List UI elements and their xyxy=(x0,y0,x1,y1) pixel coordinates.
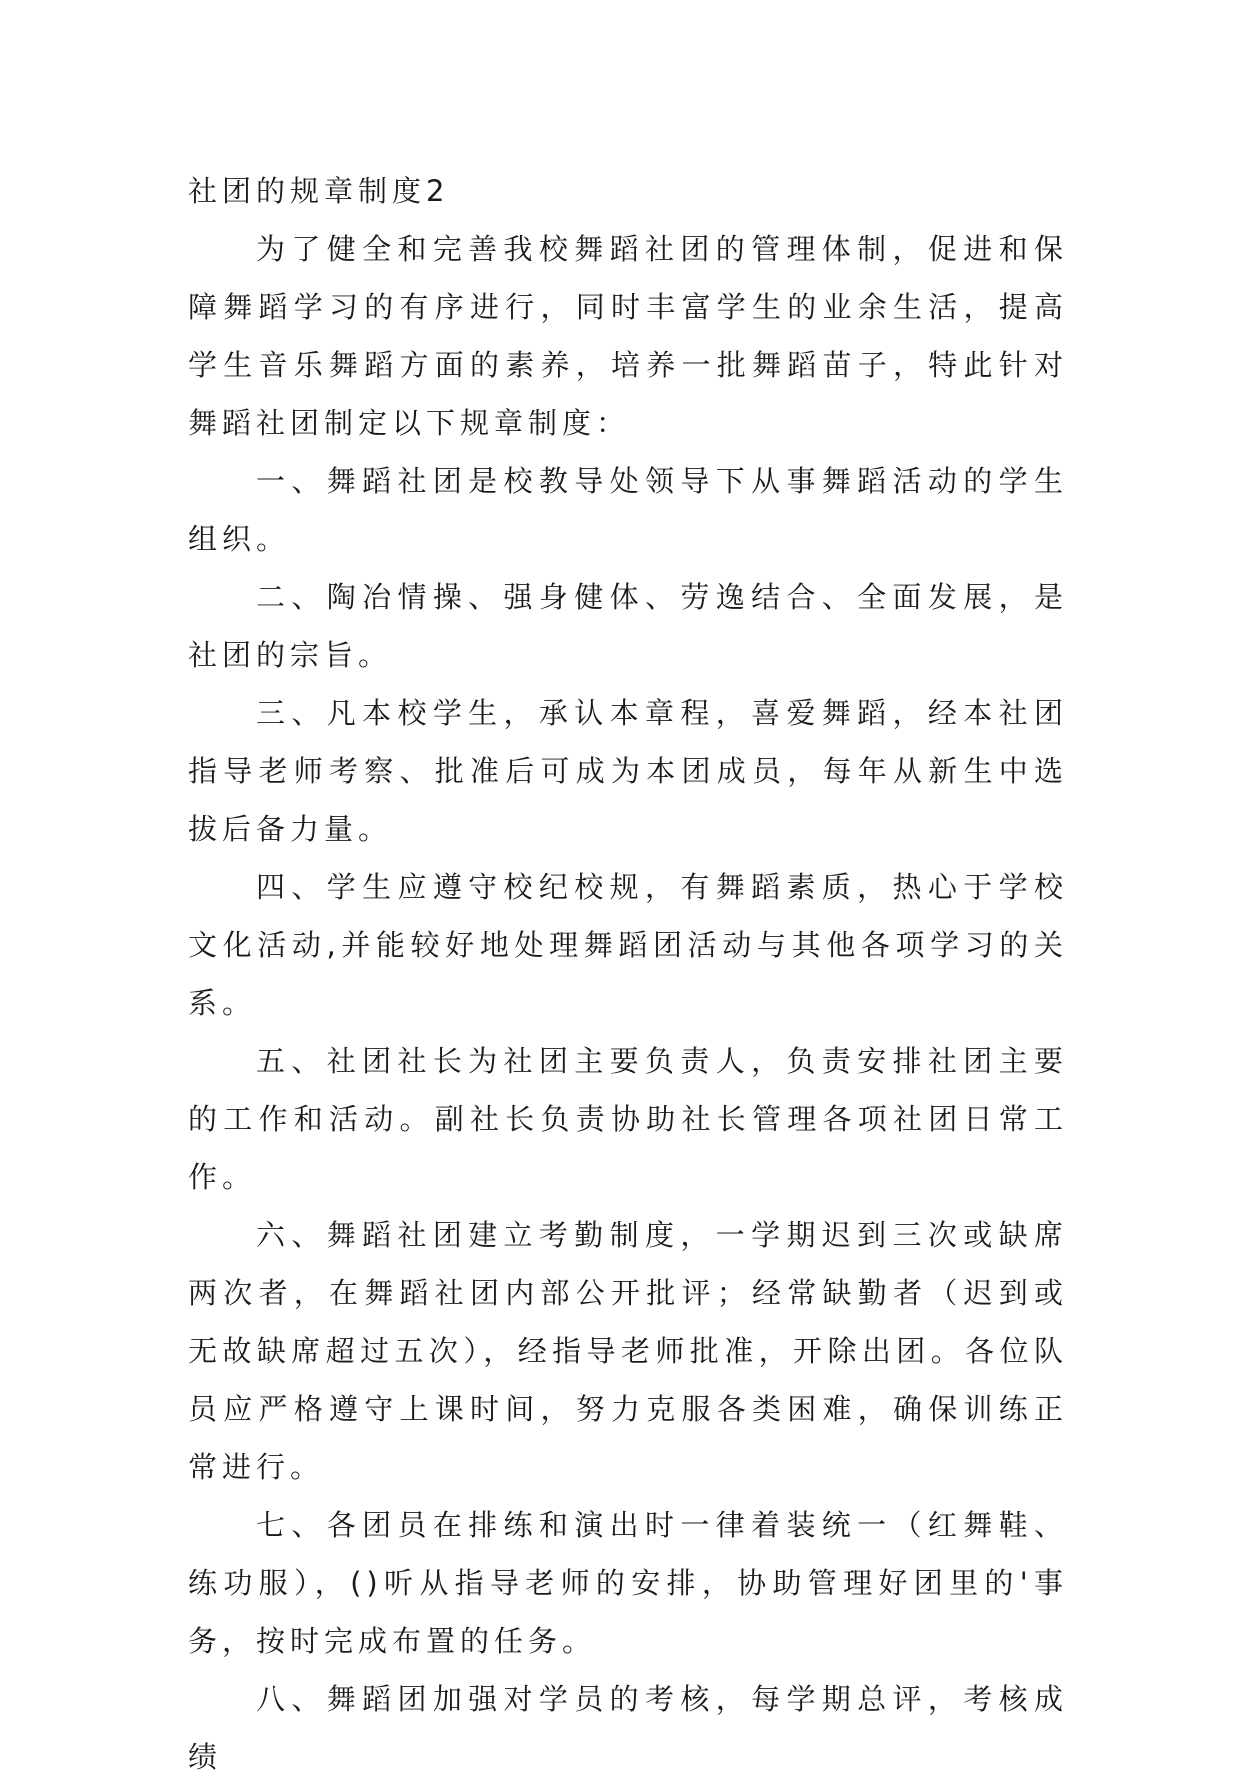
rule-paragraph-1: 一、舞蹈社团是校教导处领导下从事舞蹈活动的学生组织。 xyxy=(188,464,1068,556)
rule-paragraph-5: 五、社团社长为社团主要负责人，负责安排社团主要的工作和活动。副社长负责协助社长管理各项社团日常工作。 xyxy=(188,1044,1068,1194)
intro-paragraph: 为了健全和完善我校舞蹈社团的管理体制，促进和保障舞蹈学习的有序进行，同时丰富学生的业余生活，提高学生音乐舞蹈方面的素养，培养一批舞蹈苗子，特此针对舞蹈社团制定以下规章制度： xyxy=(188,232,1068,440)
document-body xyxy=(188,162,1068,1786)
rule-paragraph-3: 三、凡本校学生，承认本章程，喜爱舞蹈，经本社团指导老师考察、批准后可成为本团成员，每年从新生中选拔后备力量。 xyxy=(188,696,1068,846)
rule-paragraph-2: 二、陶冶情操、强身健体、劳逸结合、全面发展，是社团的宗旨。 xyxy=(188,580,1068,672)
document-title: 社团的规章制度2 xyxy=(188,174,450,208)
rule-paragraph-4: 四、学生应遵守校纪校规，有舞蹈素质，热心于学校文化活动,并能较好地处理舞蹈团活动与其他各项学习的关系。 xyxy=(188,870,1068,1020)
rule-paragraph-6: 六、舞蹈社团建立考勤制度，一学期迟到三次或缺席两次者，在舞蹈社团内部公开批评；经常缺勤者（迟到或无故缺席超过五次），经指导老师批准，开除出团。各位队员应严格遵守上课时间，努力克服各类困难，确保训练正常进行。 xyxy=(188,1218,1068,1484)
rule-paragraph-8: 八、舞蹈团加强对学员的考核，每学期总评，考核成绩 xyxy=(188,1682,1068,1774)
rule-paragraph-7: 七、各团员在排练和演出时一律着装统一（红舞鞋、练功服），()听从指导老师的安排，协助管理好团里的'事务，按时完成布置的任务。 xyxy=(188,1508,1068,1658)
